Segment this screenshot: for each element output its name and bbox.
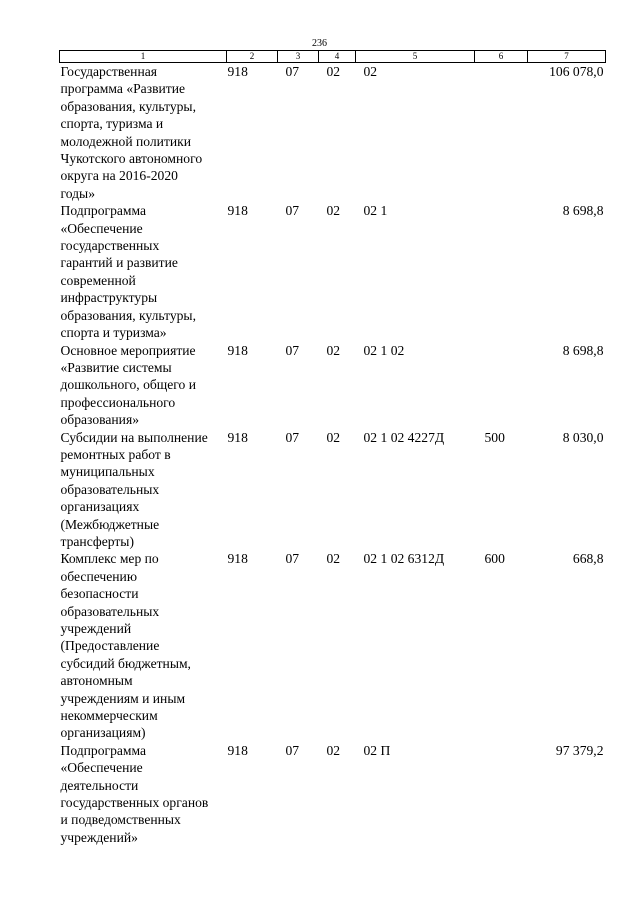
header-col-6: 6 [475, 51, 528, 63]
row-name-line: Субсидии на выполнение [60, 429, 208, 445]
row-name [60, 742, 227, 846]
table-row [60, 342, 606, 429]
row-grbs: 918 [227, 342, 248, 358]
row-name-line: некоммерческим [60, 708, 158, 724]
row-name [60, 342, 227, 429]
row-subsection: 02 [326, 742, 341, 758]
row-name-line: (Межбюджетные [60, 516, 160, 532]
row-name [60, 550, 227, 741]
row-name-line: субсидий бюджетным, [60, 655, 191, 671]
table-row [60, 202, 606, 341]
row-name-line: «Обеспечение [60, 760, 143, 776]
row-subsection: 02 [326, 64, 341, 79]
table-body [60, 63, 606, 847]
row-name-line: инфраструктуры [60, 290, 158, 306]
row-subsection: 02 [326, 551, 341, 567]
row-subsection: 02 [326, 342, 341, 358]
row-name-line: Подпрограмма [60, 742, 147, 758]
row-name-line: учреждениям и иным [60, 690, 186, 706]
row-expense-type: 600 [484, 551, 505, 567]
row-name-line: образования» [60, 412, 140, 428]
row-grbs: 918 [227, 551, 248, 567]
row-name-line: государственных [60, 238, 160, 254]
row-grbs: 918 [227, 64, 248, 79]
row-name-line: Комплекс мер по [60, 551, 159, 567]
row-name-line: программа «Развитие [60, 81, 186, 97]
row-name-line: спорта, туризма и [60, 116, 164, 132]
row-name-line: муниципальных [60, 464, 155, 480]
row-expense-type [475, 63, 528, 203]
row-name-line: «Развитие системы [60, 359, 172, 375]
row-target-article: 02 1 [363, 203, 388, 219]
row-section: 07 [285, 551, 300, 567]
header-row [60, 51, 606, 63]
table-row [60, 429, 606, 551]
row-name-line: Основное мероприятие [60, 342, 196, 358]
row-name-line: трансферты) [60, 533, 134, 549]
row-name-line: организациям) [60, 725, 146, 741]
row-name-line: деятельности [60, 777, 139, 793]
row-amount: 106 078,0 [549, 64, 604, 79]
table-row [60, 550, 606, 741]
row-name-line: (Предоставление [60, 638, 160, 654]
row-expense-type [475, 742, 528, 846]
row-name-line: молодежной политики [60, 133, 192, 149]
row-name-line: Государственная [60, 64, 158, 79]
row-target-article: 02 П [363, 742, 391, 758]
row-name [60, 63, 227, 203]
row-name-line: гарантий и развитие [60, 255, 178, 271]
header-col-1: 1 [60, 51, 227, 63]
row-section: 07 [285, 64, 300, 79]
row-grbs: 918 [227, 742, 248, 758]
row-name-line: ремонтных работ в [60, 446, 171, 462]
table-row [60, 63, 606, 203]
header-col-7: 7 [528, 51, 606, 63]
row-expense-type [475, 342, 528, 429]
row-section: 07 [285, 742, 300, 758]
row-amount: 8 030,0 [562, 429, 604, 445]
row-name-line: обеспечению [60, 568, 137, 584]
row-target-article: 02 1 02 4227Д [363, 429, 445, 445]
row-name-line: государственных органов [60, 795, 209, 811]
row-name-line: Подпрограмма [60, 203, 147, 219]
row-name-line: учреждений [60, 621, 132, 636]
header-col-5: 5 [356, 51, 475, 63]
header-col-4: 4 [319, 51, 356, 63]
row-amount: 97 379,2 [555, 742, 604, 758]
row-name-line: дошкольного, общего и [60, 377, 197, 393]
row-name-line: годы» [60, 185, 95, 201]
row-target-article: 02 1 02 6312Д [363, 551, 445, 567]
row-amount: 668,8 [572, 551, 604, 567]
row-name-line: профессионального [60, 394, 176, 410]
header-col-3: 3 [278, 51, 319, 63]
row-name [60, 202, 227, 341]
row-name-line: автономным [60, 673, 133, 689]
row-section: 07 [285, 203, 300, 219]
row-section: 07 [285, 429, 300, 445]
row-name-line: учреждений» [60, 829, 138, 845]
row-name-line: безопасности [60, 586, 139, 602]
row-subsection: 02 [326, 429, 341, 445]
row-name-line: спорта и туризма» [60, 325, 167, 341]
row-section: 07 [285, 342, 300, 358]
row-target-article: 02 [363, 64, 378, 79]
row-expense-type [475, 202, 528, 341]
budget-table [59, 50, 606, 846]
row-name-line: образования, культуры, [60, 98, 196, 114]
row-name-line: образовательных [60, 603, 160, 619]
row-name-line: образования, культуры, [60, 307, 196, 323]
row-name-line: округа на 2016-2020 [60, 168, 178, 184]
row-subsection: 02 [326, 203, 341, 219]
row-expense-type: 500 [484, 429, 505, 445]
row-name-line: Чукотского автономного [60, 151, 203, 167]
row-grbs: 918 [227, 203, 248, 219]
row-name-line: современной [60, 272, 136, 288]
row-name-line: организациях [60, 499, 140, 515]
row-name-line: «Обеспечение [60, 220, 143, 236]
row-amount: 8 698,8 [562, 203, 604, 219]
row-name-line: и подведомственных [60, 812, 181, 828]
table-row [60, 742, 606, 846]
row-target-article: 02 1 02 [363, 342, 405, 358]
page-number: 236 [312, 38, 327, 49]
header-col-2: 2 [227, 51, 278, 63]
row-amount: 8 698,8 [562, 342, 604, 358]
row-name [60, 429, 227, 551]
row-name-line: образовательных [60, 481, 160, 497]
row-grbs: 918 [227, 429, 248, 445]
